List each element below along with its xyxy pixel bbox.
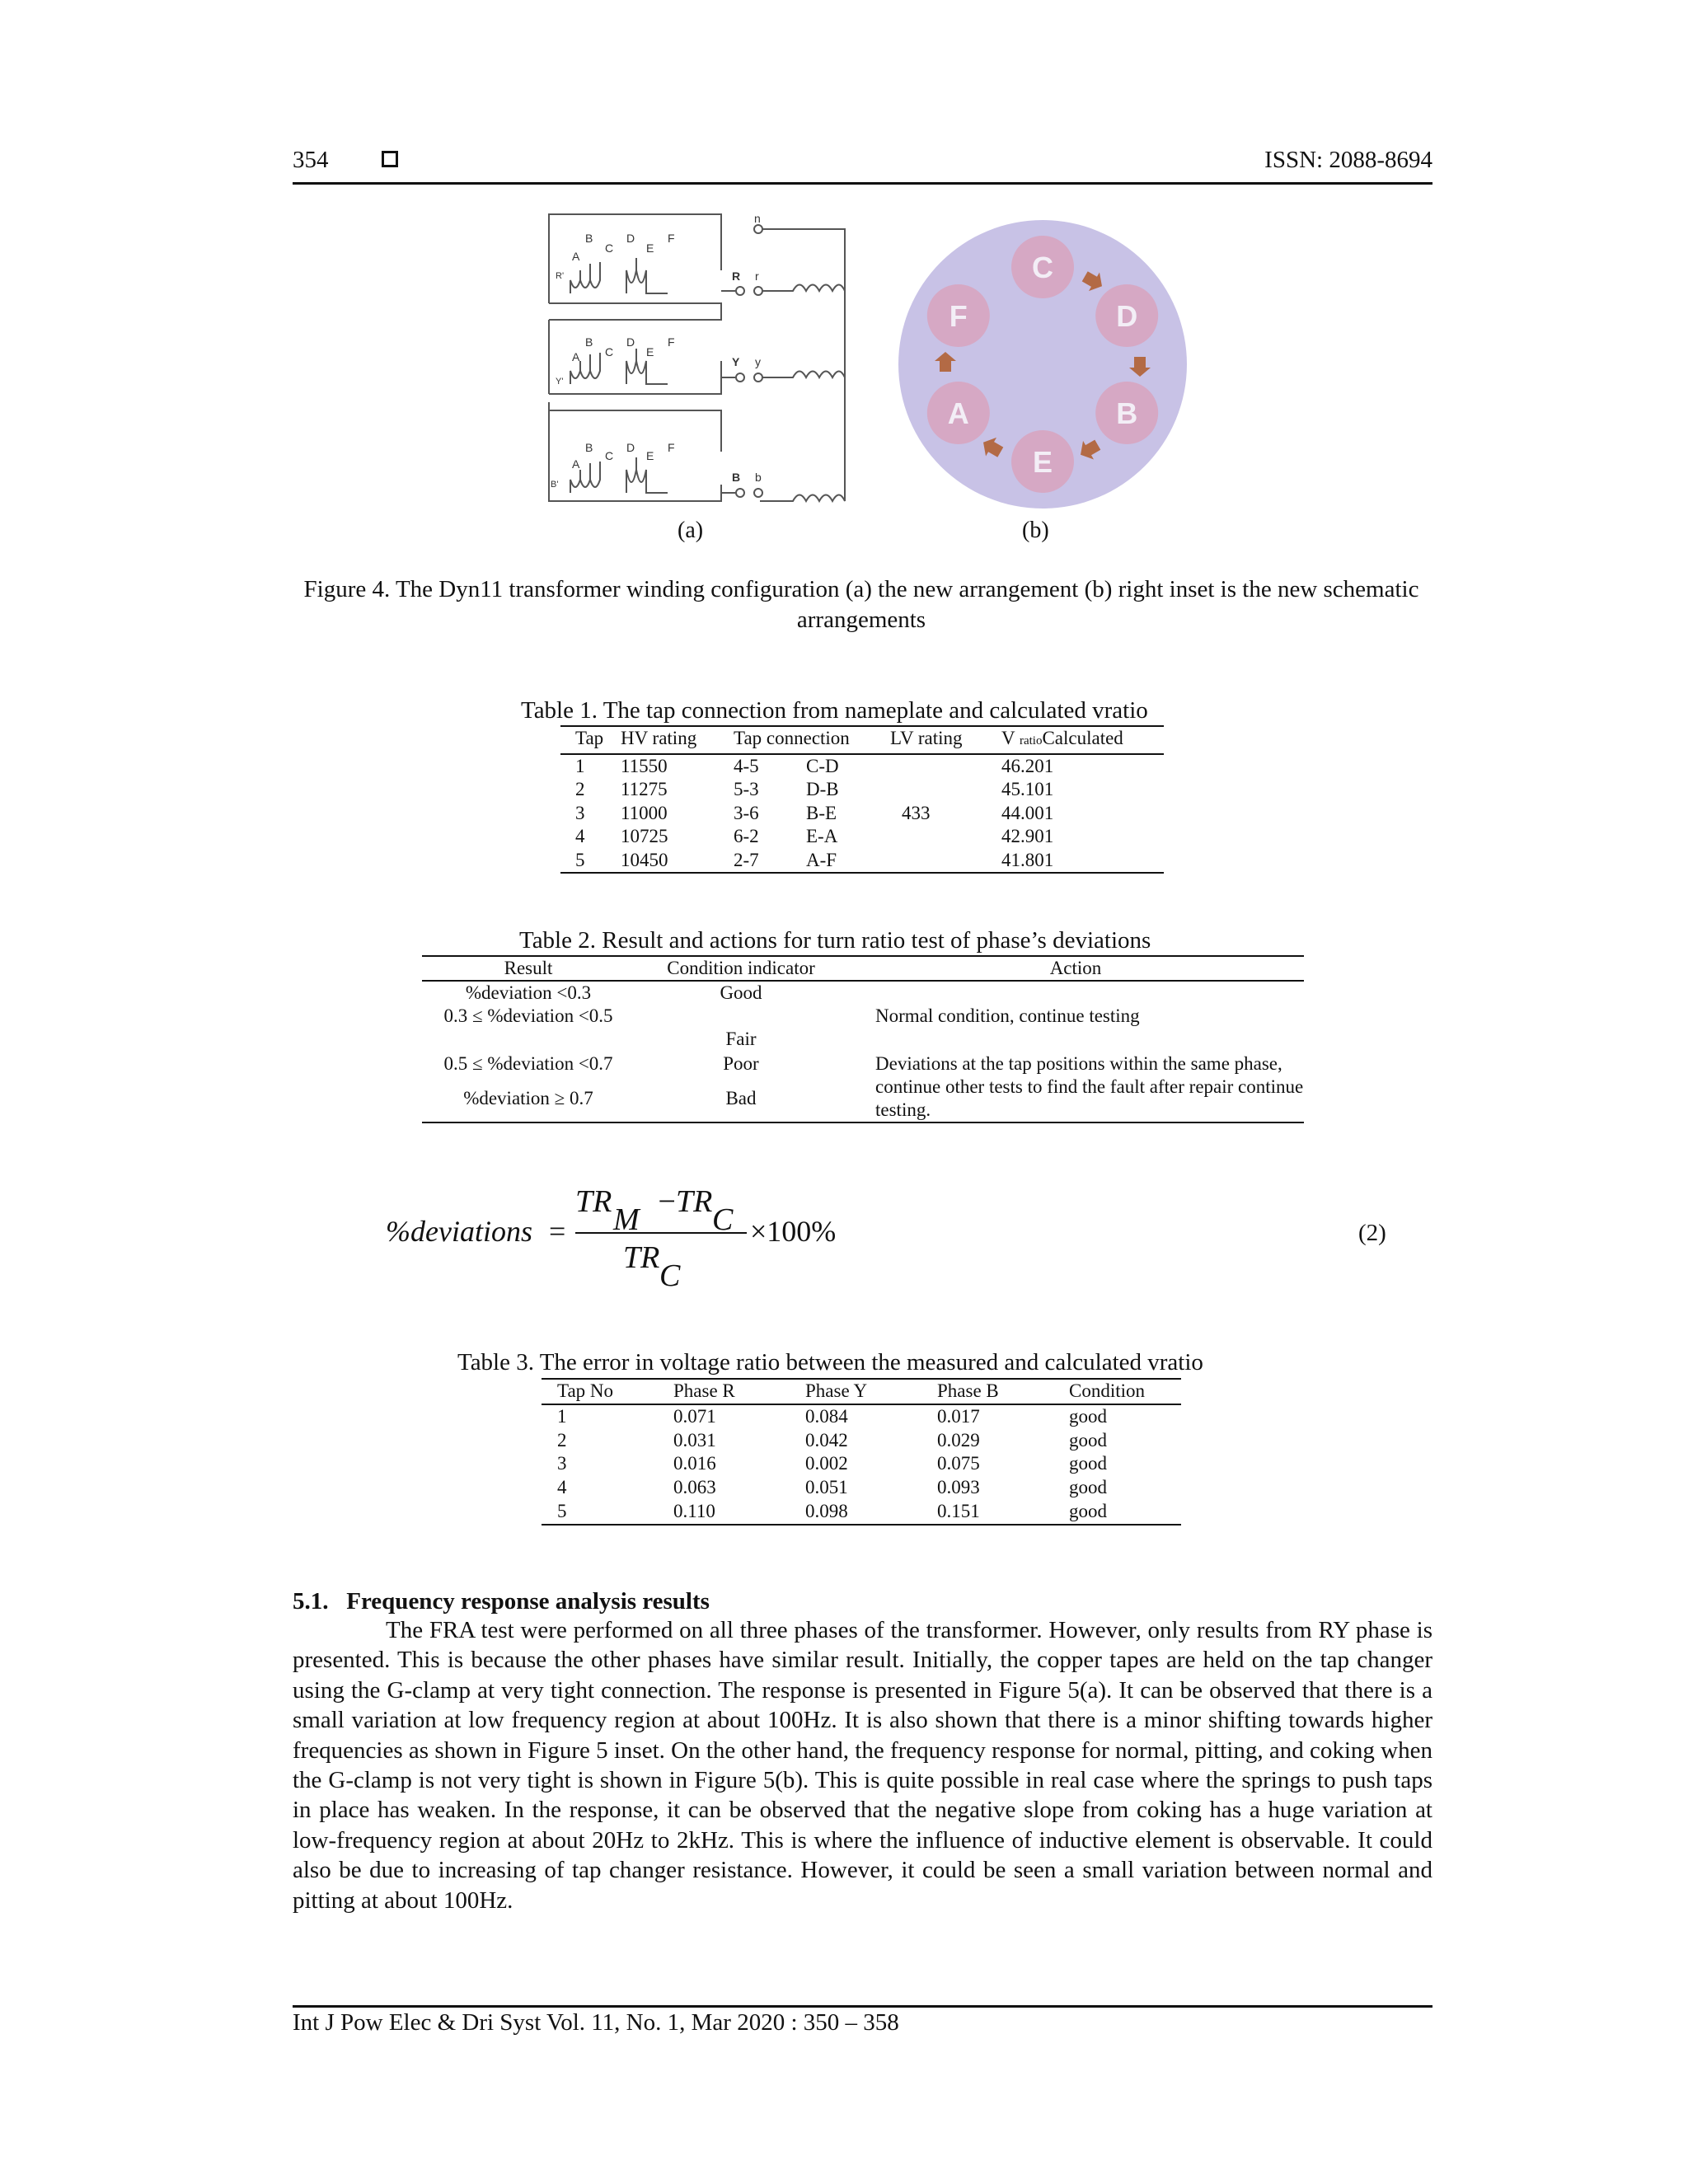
issn: ISSN: 2088-8694	[1264, 147, 1432, 173]
neutral-label: n	[754, 213, 761, 225]
svg-text:TR: TR	[623, 1240, 660, 1275]
table-row: 3 0.016 0.002 0.075 good	[557, 1453, 1107, 1474]
table2-header-row	[422, 956, 1304, 981]
section-paragraph: The FRA test were performed on all three phases of the transformer. However, only results from RY phase is presented. This is because the other phases have similar result. Initially, the copper tapes are held on the tap changer using the G-clamp at very tight connection. The response is presented in Figure 5(a). It can be observed that there is a small variation at low frequency region at about 100Hz. It is also shown that there is a minor shifting towards higher frequencies as shown in Figure 5 inset. On the other hand, the frequency response for normal, pitting, and coking when the G-clamp is not very tight is shown in Figure 5(b). This is quite possible in real case where the springs to push taps in place has weaken. In the response, it can be observed that the negative slope from coking has a huge variation at low-frequency region at about 20Hz to 2kHz. This is where the influence of inductive element is observable. It could also be due to increasing of tap changer resistance. However, it could be seen a small variation between normal and pitting at about 100Hz.	[293, 1617, 1432, 1914]
winding-letter-c: C	[605, 241, 614, 255]
header-rule	[293, 182, 1432, 185]
section-heading: 5.1. Frequency response analysis results	[293, 1588, 710, 1615]
winding-letter-c: C	[605, 345, 614, 359]
tap-node-f	[927, 284, 990, 347]
winding-letter-e: E	[646, 241, 654, 255]
lv-terminal-r: r	[755, 269, 759, 283]
page-number: 354	[293, 147, 329, 173]
table-row: 2 0.031 0.042 0.029 good	[557, 1429, 1107, 1451]
svg-text:D: D	[1116, 299, 1138, 333]
table-row: 4 10725 6-2 E-A 42.901	[575, 826, 1054, 846]
th-result: Result	[422, 956, 635, 981]
table2	[422, 955, 1304, 1123]
winding-schematic	[544, 213, 857, 509]
svg-text:M: M	[613, 1202, 640, 1237]
equation-number: (2)	[1358, 1220, 1386, 1246]
tap-node-b	[1095, 382, 1158, 444]
svg-text:TR: TR	[676, 1184, 713, 1219]
hv-prefix-r: R'	[556, 271, 565, 281]
figure-label-a: (a)	[678, 518, 704, 543]
winding-letter-e: E	[646, 449, 654, 462]
winding-letter-d: D	[626, 232, 635, 245]
svg-text:−: −	[656, 1184, 678, 1219]
table-row: %deviation ≥ 0.7 Bad	[463, 1088, 757, 1108]
footer-citation: Int J Pow Elec & Dri Syst Vol. 11, No. 1, Mar 2020 : 350 – 358	[293, 2009, 899, 2036]
table1-caption: Table 1. The tap connection from nameplate and calculated vratio	[521, 697, 1148, 724]
th-condition: Condition indicator	[635, 956, 847, 981]
hv-prefix-y: Y'	[556, 377, 564, 387]
header-square-icon	[382, 151, 398, 167]
figure-caption: Figure 4. The Dyn11 transformer winding configuration (a) the new arrangement (b) right inset is the new schematic arrangements	[303, 576, 1419, 633]
winding-letter-b: B	[585, 335, 593, 349]
svg-text:TR: TR	[575, 1184, 612, 1219]
table-row: 1 0.071 0.084 0.017 good	[557, 1405, 1107, 1427]
table-row: 3 11000 3-6 B-E 433 44.001	[575, 802, 1054, 823]
tap-node-d	[1095, 284, 1158, 347]
th-tapconn: Tap connection	[734, 726, 890, 754]
table-row: 1 11550 4-5 C-D 46.201	[575, 755, 1054, 776]
winding-letter-d: D	[626, 335, 635, 349]
hv-terminal-b: B	[732, 471, 741, 484]
table-row: 0.5 ≤ %deviation <0.7 Poor Deviations at the tap positions within the same phase, continue other tests to find the fault after repair continue testing.	[422, 1051, 1304, 1076]
footer-rule	[293, 2005, 1432, 2008]
svg-text:A: A	[947, 396, 969, 430]
table3-caption: Table 3. The error in voltage ratio between the measured and calculated vratio	[457, 1349, 1203, 1376]
hv-terminal-r: R	[732, 269, 741, 283]
winding-letter-e: E	[646, 345, 654, 359]
winding-letter-f: F	[668, 335, 675, 349]
winding-letter-f: F	[668, 441, 675, 454]
table-row: 5 10450 2-7 A-F 41.801	[575, 849, 1054, 870]
svg-text:F: F	[949, 299, 968, 333]
table3-header-row: Tap No Phase R Phase Y Phase B Condition	[542, 1379, 1181, 1404]
th-lv: LV rating	[890, 726, 1001, 754]
svg-text:×100%: ×100%	[750, 1215, 837, 1248]
action-repair: Deviations at the tap positions within the same phase, continue other tests to find the fault after repair continue testing.	[875, 1053, 1304, 1120]
tap-node-e	[1011, 430, 1074, 493]
tap-node-a	[927, 382, 990, 444]
svg-text:%deviations: %deviations	[386, 1215, 532, 1248]
table3	[542, 1378, 1181, 1526]
svg-text:C: C	[659, 1258, 681, 1293]
hv-prefix-b: B'	[551, 480, 559, 490]
winding-letter-a: A	[572, 457, 580, 471]
table1	[560, 725, 1164, 874]
winding-letter-a: A	[572, 350, 580, 363]
table-row: 5 0.110 0.098 0.151 good	[557, 1500, 1107, 1521]
tap-selector-diagram	[894, 216, 1191, 513]
svg-text:B: B	[1116, 396, 1138, 430]
tap-node-c	[1011, 236, 1074, 298]
svg-text:C: C	[1032, 251, 1053, 284]
hv-terminal-y: Y	[732, 355, 740, 368]
winding-letter-b: B	[585, 441, 593, 454]
th-tap: Tap	[560, 726, 621, 754]
th-v: V ratioCalculated	[1001, 726, 1164, 754]
figure-label-b: (b)	[1022, 518, 1049, 543]
svg-text:E: E	[1032, 445, 1053, 479]
table-row: 4 0.063 0.051 0.093 good	[557, 1477, 1107, 1498]
lv-terminal-y: y	[755, 355, 761, 368]
table2-caption: Table 2. Result and actions for turn ratio test of phase’s deviations	[519, 927, 1151, 954]
th-action: Action	[847, 956, 1304, 981]
table1-header-row	[560, 726, 1164, 754]
table-row: 2 11275 5-3 D-B 45.101	[575, 779, 1054, 799]
th-hv: HV rating	[621, 726, 734, 754]
winding-letter-c: C	[605, 449, 614, 462]
equation-deviation	[386, 1180, 864, 1296]
table-row: 0.3 ≤ %deviation <0.5 Fair	[443, 1005, 757, 1049]
lv-terminal-b: b	[755, 471, 762, 484]
svg-text:C: C	[712, 1202, 734, 1237]
winding-letter-d: D	[626, 441, 635, 454]
winding-letter-f: F	[668, 232, 675, 245]
svg-text:=: =	[549, 1215, 566, 1248]
winding-letter-a: A	[572, 250, 580, 263]
table-row: %deviation <0.3 Good Normal condition, continue testing	[422, 981, 1304, 1005]
action-normal: Normal condition, continue testing	[875, 1005, 1140, 1026]
winding-letter-b: B	[585, 232, 593, 245]
